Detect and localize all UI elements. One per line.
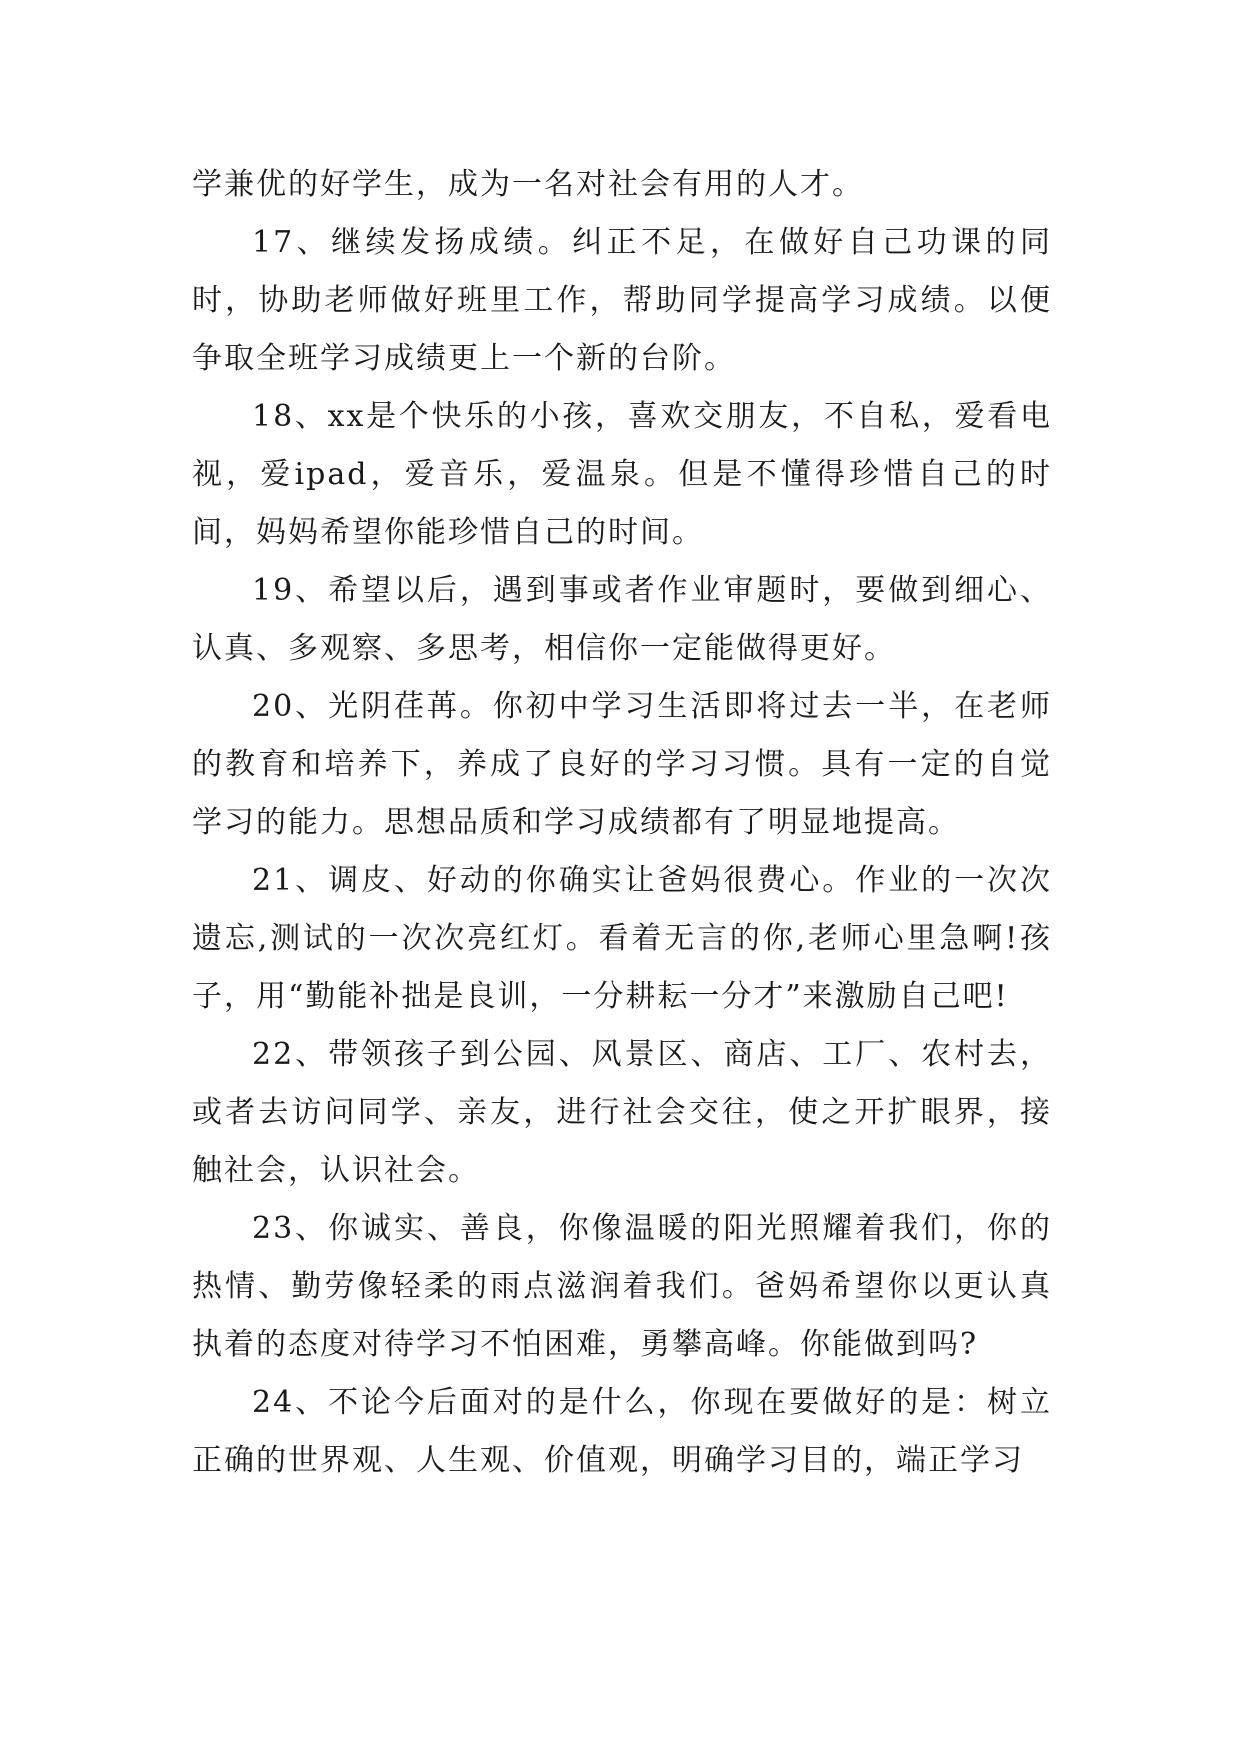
paragraph-22: 22、带领孩子到公园、风景区、商店、工厂、农村去，或者去访问同学、亲友，进行社会交往，使之开扩眼界，接触社会，认识社会。 xyxy=(192,1037,1052,1188)
paragraph-continuation: 学兼优的好学生，成为一名对社会有用的人才。 xyxy=(192,167,864,202)
paragraph-24: 24、不论今后面对的是什么，你现在要做好的是：树立正确的世界观、人生观、价值观，明确学习目的，端正学习 xyxy=(192,1385,1052,1478)
paragraph-21: 21、调皮、好动的你确实让爸妈很费心。作业的一次次遗忘,测试的一次次亮红灯。看着无言的你,老师心里急啊!孩子，用“勤能补拙是良训，一分耕耘一分才”来激励自己吧! xyxy=(192,863,1052,1014)
paragraph-18: 18、xx是个快乐的小孩，喜欢交朋友，不自私，爱看电视，爱ipad，爱音乐，爱温泉。但是不懂得珍惜自己的时间，妈妈希望你能珍惜自己的时间。 xyxy=(192,399,1052,550)
paragraph-20: 20、光阴荏苒。你初中学习生活即将过去一半，在老师的教育和培养下，养成了良好的学习习惯。具有一定的自觉学习的能力。思想品质和学习成绩都有了明显地提高。 xyxy=(192,689,1052,840)
paragraph-19: 19、希望以后，遇到事或者作业审题时，要做到细心、认真、多观察、多思考，相信你一定能做得更好。 xyxy=(192,573,1052,666)
paragraph-17: 17、继续发扬成绩。纠正不足，在做好自己功课的同时，协助老师做好班里工作，帮助同学提高学习成绩。以便争取全班学习成绩更上一个新的台阶。 xyxy=(192,225,1052,376)
paragraph-23: 23、你诚实、善良，你像温暖的阳光照耀着我们，你的热情、勤劳像轻柔的雨点滋润着我们。爸妈希望你以更认真执着的态度对待学习不怕困难，勇攀高峰。你能做到吗? xyxy=(192,1211,1052,1362)
document-body xyxy=(192,156,1052,1490)
